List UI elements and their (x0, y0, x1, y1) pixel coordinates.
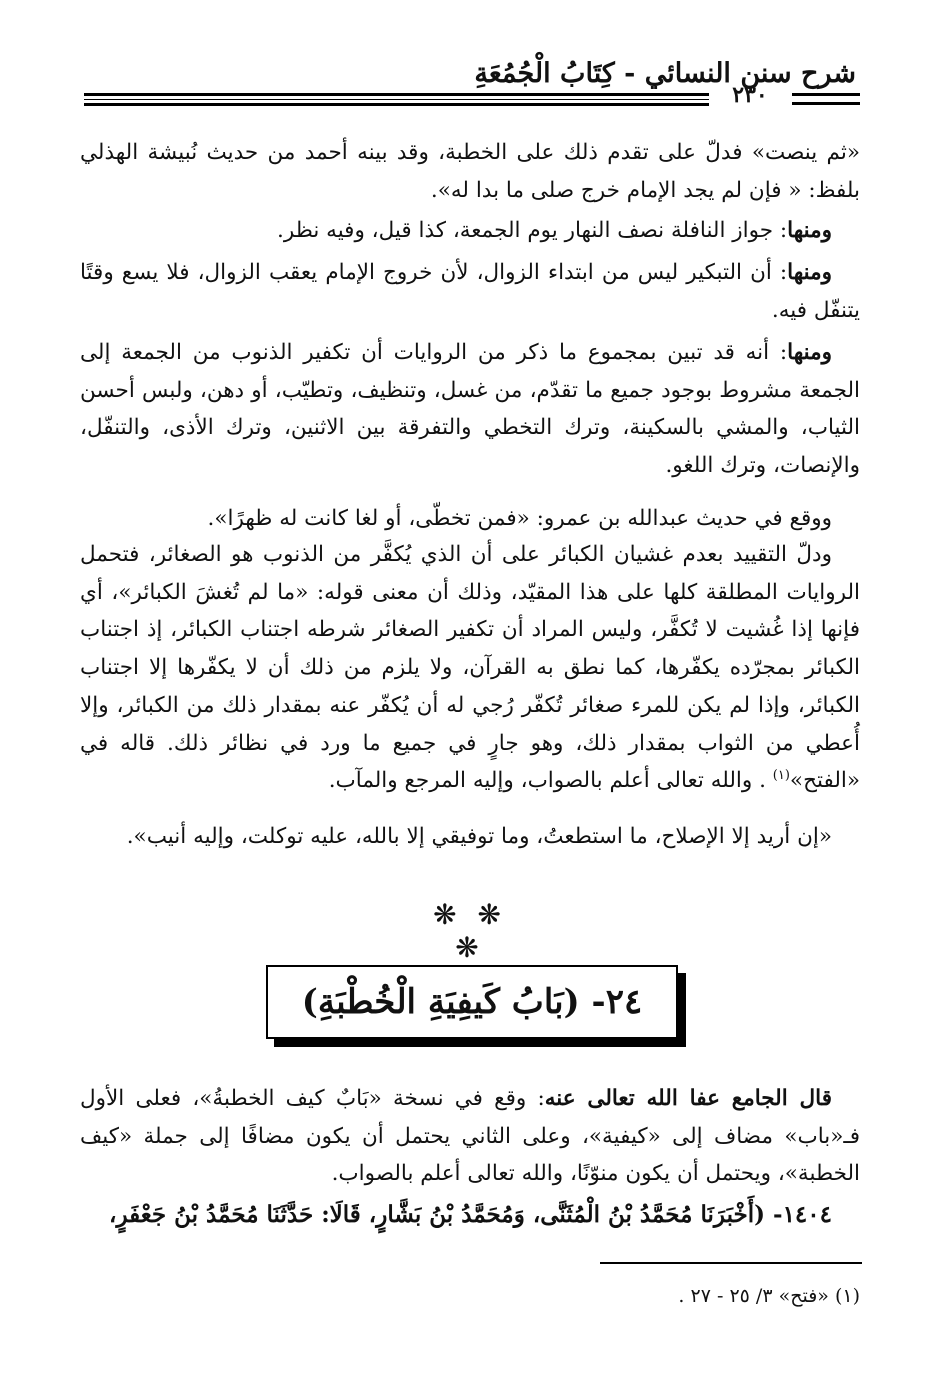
paragraph-text: : وقع في نسخة «بَابٌ كيف الخطبةُ»، فعلى الأول فـ«باب» مضاف إلى «كيفية»، وعلى الثاني يحتمل أن يكون مضافًا إلى جملة «كيف الخطبة»، ويحتمل أن يكون منوّنًا، والله تعالى أعلم بالصواب. (80, 1086, 860, 1187)
header-rule (792, 93, 860, 96)
paragraph (80, 1080, 860, 1193)
footnote-rule (600, 1262, 862, 1264)
paragraph-text: ١٤٠٤- (أَخْبَرَنَا مُحَمَّدُ بْنُ الْمُثَنَّى، وَمُحَمَّدُ بْنُ بَشَّارٍ، قَالَا: حَدَّثَنَا مُحَمَّدُ بْنُ جَعْفَرٍ، (109, 1201, 832, 1228)
paragraph-text: «إن أريد إلا الإصلاح، ما استطعتُ، وما توفيقي إلا بالله، عليه توكلت، وإليه أنيب». (126, 824, 832, 849)
paragraph-text: «ثم ينصت» فدلّ على تقدم ذلك على الخطبة، وقد بينه أحمد من حديث نُبيشة الهذلي بلفظ: « فإن لم يجد الإمام خرج صلى ما بدا له». (80, 140, 860, 203)
hadith-chain (80, 1196, 860, 1234)
footnote-reference[interactable]: (١) (772, 768, 790, 784)
chapter-heading-box (266, 965, 678, 1039)
paragraph-text: : جواز النافلة نصف النهار يوم الجمعة، كذا قيل، وفيه نظر. (277, 218, 788, 243)
page-number: ٢٣٠ (732, 82, 768, 108)
paragraph (80, 134, 860, 209)
paragraph-text: ودلّ التقييد بعدم غشيان الكبائر على أن الذي يُكفَّر من الذنوب هو الصغائر، فتحمل الروايات المطلقة كلها على هذا المقيّد، وذلك أن معنى قوله: «ما لم تُغشَ الكبائر»، أي فإنها إذا غُشيت لا تُكفَّر، وليس المراد أن تكفير الصغائر شرطه اجتناب الكبائر، إذ اجتناب الكبائر بمجرّده يكفّرها، كما نطق به القرآن، ولا يلزم من ذلك أن لا يكفّرها إلا اجتناب الكبائر، وإذا لم يكن للمرء صغائر تُكفّر رُجي له أن يُكفّر عنه بمقدار ذلك من الكبائر، وإلا أُعطي من الثواب بمقدار ذلك، وهو جارٍ في جميع ما ورد في نظائر ذلك. قاله في «الفتح» (80, 542, 860, 794)
paragraph (80, 334, 860, 485)
header-rule (84, 93, 709, 96)
header-rule (84, 103, 709, 106)
paragraph (80, 536, 860, 800)
paragraph-label: ومنها (787, 340, 832, 365)
paragraph-text: . والله تعالى أعلم بالصواب، وإليه المرجع والمآب. (328, 768, 773, 794)
footnote: (١) «فتح» ٣/ ٢٥ - ٢٧ . (678, 1285, 860, 1307)
paragraph (80, 818, 860, 856)
paragraph-label: ومنها (787, 218, 832, 243)
paragraph-text: ووقع في حديث عبدالله بن عمرو: «فمن تخطّى، أو لغا كانت له ظهرًا». (207, 506, 832, 531)
paragraph-label: قال الجامع عفا الله تعالى عنه (544, 1086, 832, 1111)
paragraph (80, 500, 860, 538)
header-rule (84, 99, 709, 100)
section-separator: ❋ ❋ ❋ (433, 898, 507, 964)
running-title: شرح سنن النسائي - كِتَابُ الْجُمُعَةِ (474, 58, 856, 89)
header-rule (792, 102, 860, 105)
paragraph-text: : أنه قد تبين بمجموع ما ذكر من الروايات أن تكفير الذنوب من الجمعة إلى الجمعة مشروط بوجود جميع ما تقدّم، من غسل، وتنظيف، وتطيّب، أو دهن، ولبس أحسن الثياب، والمشي بالسكينة، وترك التخطي والتفرقة بين الاثنين، وترك الأذى، والتنفّل، والإنصات، وترك اللغو. (80, 340, 860, 479)
chapter-heading: ٢٤- (بَابُ كَيفِيَةِ الْخُطْبَةِ) (301, 982, 643, 1022)
paragraph (80, 254, 860, 329)
paragraph-text: : أن التبكير ليس من ابتداء الزوال، لأن خروج الإمام يعقب الزوال، فلا يسع وقتًا يتنفّل فيه. (80, 260, 860, 323)
paragraph-label: ومنها (787, 260, 832, 285)
paragraph (80, 212, 860, 250)
